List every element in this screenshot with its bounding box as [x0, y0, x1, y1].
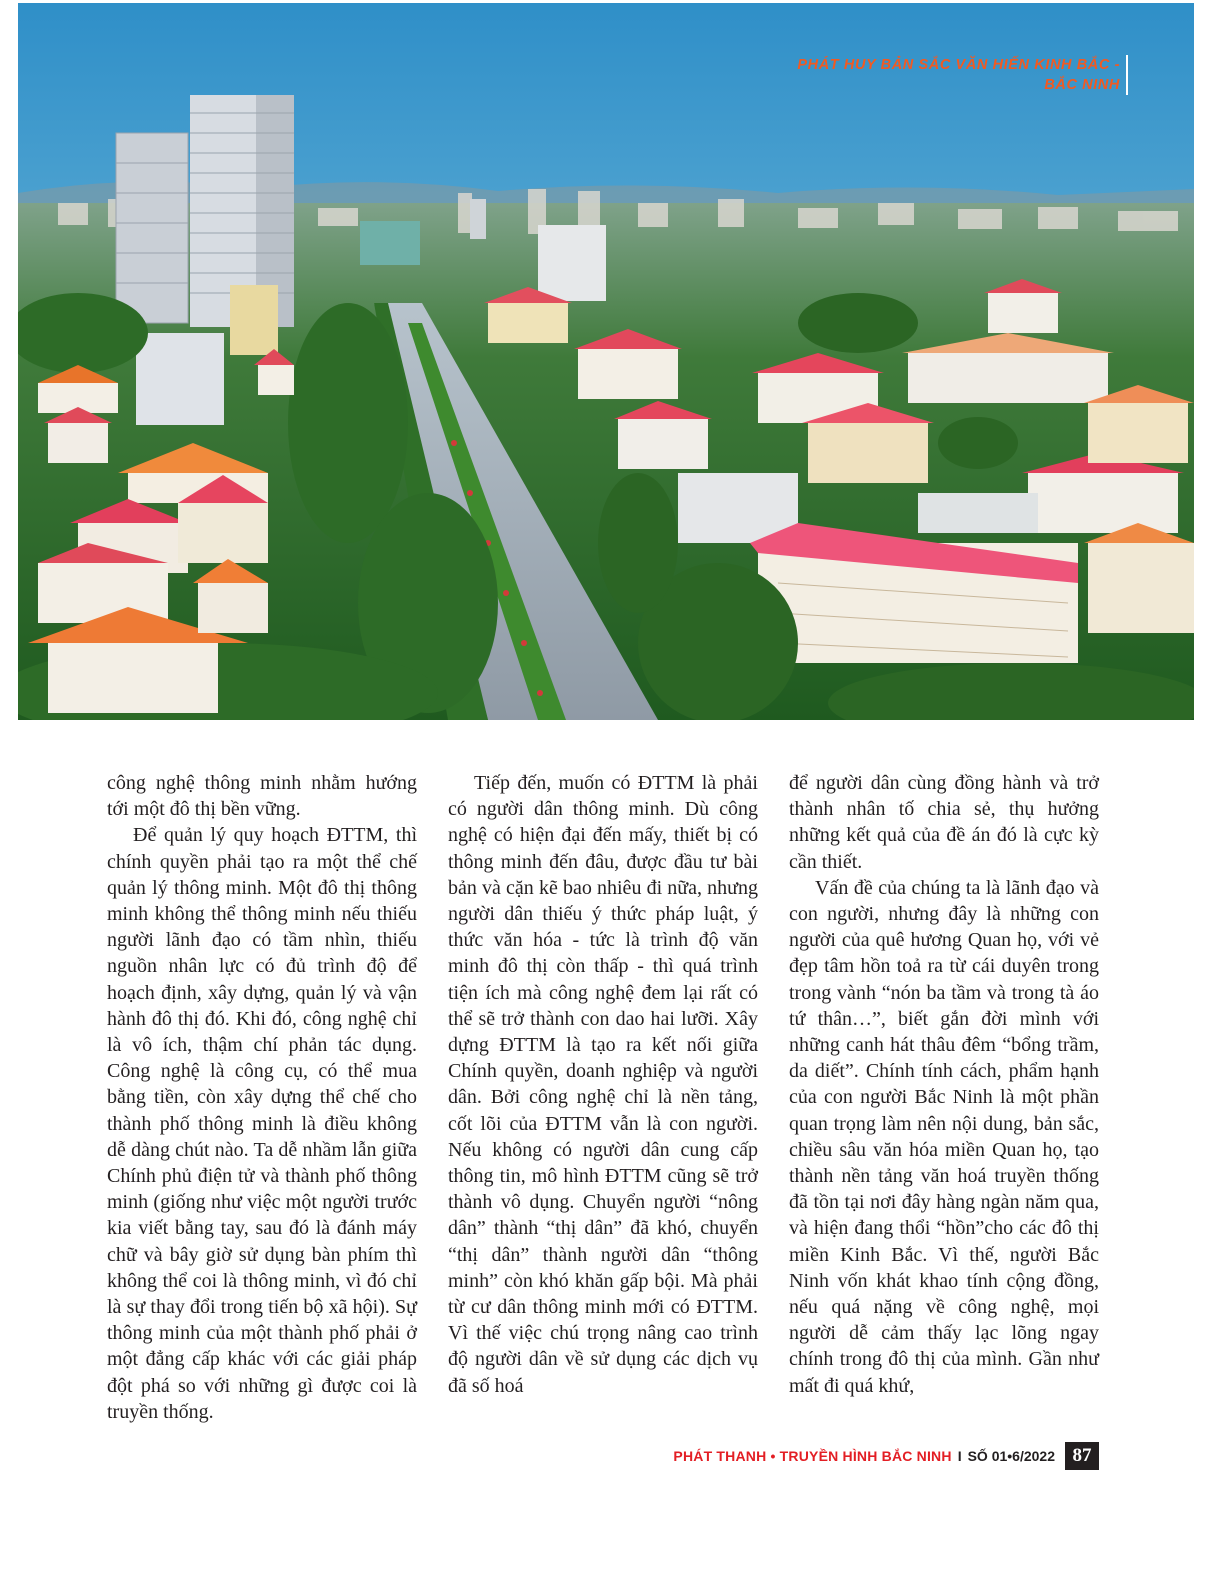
article-body: [107, 770, 1099, 1430]
city-illustration: [18, 3, 1194, 720]
paragraph: Vấn đề của chúng ta là lãnh đạo và con người, nhưng đây là những con người của quê hương Quan họ, với vẻ đẹp tâm hồn toả ra từ cái duyên trong trong vành “nón ba tầm và trong tà áo tứ thân…”, biết gắn đời mình với những canh hát thâu đêm “bổng trầm, da diết”. Chính tính cách, phẩm hạnh của con người Bắc Ninh là một phần quan trọng làm nên nội dung, bản sắc, chiều sâu văn hóa miền Quan họ, tạo thành nền tảng văn hoá truyền thống đã tồn tại nơi đây hàng ngàn năm qua, và hiện đang thổi “hồn”cho các đô thị miền Kinh Bắc. Vì thế, người Bắc Ninh vốn khát khao tính cộng đồng, nếu quá nặng về công nghệ, mọi người dễ cảm thấy lạc lõng ngay chính trong đô thị của mình. Gần như mất đi quá khứ,: [789, 876, 1099, 1397]
aerial-city-photo: [18, 3, 1194, 720]
paragraph: để người dân cùng đồng hành và trở thành nhân tố chia sẻ, thụ hưởng những kết quả của đề án đó là cực kỳ cần thiết.: [789, 772, 1099, 873]
paragraph: Để quản lý quy hoạch ĐTTM, thì chính quyền phải tạo ra một thể chế quản lý thông minh. Một đô thị thông minh không thể thông minh nếu thiếu người lãnh đạo có tầm nhìn, thiếu nguồn nhân lực có đủ trình độ để hoạch định, xây dựng, quản lý và vận hành đô thị đó. Khi đó, công nghệ chỉ là vô ích, thậm chí phản tác dụng. Công nghệ là công cụ, có thể mua bằng tiền, còn xây dựng thể chế cho thành phố thông minh là điều không dễ dàng chút nào. Ta dễ nhầm lẫn giữa Chính phủ điện tử và thành phố thông minh (giống như việc một người trước kia viết bằng tay, sau đó là đánh máy chữ và bây giờ sử dụng bàn phím thì không thể coi là thông minh, vì đó chỉ là sự thay đổi trong tiến bộ xã hội). Sự thông minh của một thành phố phải ở một đẳng cấp khác với các giải pháp đột phá so với những gì được coi là truyền thống.: [107, 824, 417, 1423]
issue-number: SỐ 01•6/2022: [967, 1448, 1055, 1464]
section-header-title: PHÁT HUY BẢN SẮC VĂN HIẾN KINH BẮC - BẮC NINH: [778, 55, 1128, 95]
article-column-1: [107, 770, 417, 1425]
article-column-2: [448, 770, 758, 1399]
page-number: 87: [1065, 1442, 1099, 1470]
paragraph: công nghệ thông minh nhằm hướng tới một đô thị bền vững.: [107, 772, 417, 821]
paragraph: Tiếp đến, muốn có ĐTTM là phải có người dân thông minh. Dù công nghệ có hiện đại đến mấy, thiết bị có thông minh đến đâu, được đầu tư bài bản và cặn kẽ bao nhiêu đi nữa, nhưng người dân thiếu ý thức pháp luật, ý thức văn hóa - tức là trình độ văn minh đô thị còn thấp - thì quá trình tiện ích mà công nghệ đem lại rất có thể sẽ trở thành con dao hai lưỡi. Xây dựng ĐTTM là tạo ra kết nối giữa Chính quyền, doanh nghiệp và người dân. Bởi công nghệ chỉ là nền tảng, cốt lõi của ĐTTM vẫn là con người. Nếu không có người dân cung cấp thông tin, mô hình ĐTTM cũng sẽ trở thành vô dụng. Chuyển người “nông dân” thành “thị dân” đã khó, chuyển “thị dân” thành người dân “thông minh” còn khó khăn gấp bội. Mà phải từ cư dân thông minh mới có ĐTTM. Vì thế việc chú trọng nâng cao trình độ người dân về sử dụng các dịch vụ đã số hoá: [448, 772, 758, 1397]
article-column-3: [789, 770, 1099, 1399]
publication-name: PHÁT THANH • TRUYỀN HÌNH BẮC NINH: [673, 1448, 952, 1464]
page-footer: [600, 1442, 1099, 1470]
footer-separator: I: [957, 1448, 962, 1464]
